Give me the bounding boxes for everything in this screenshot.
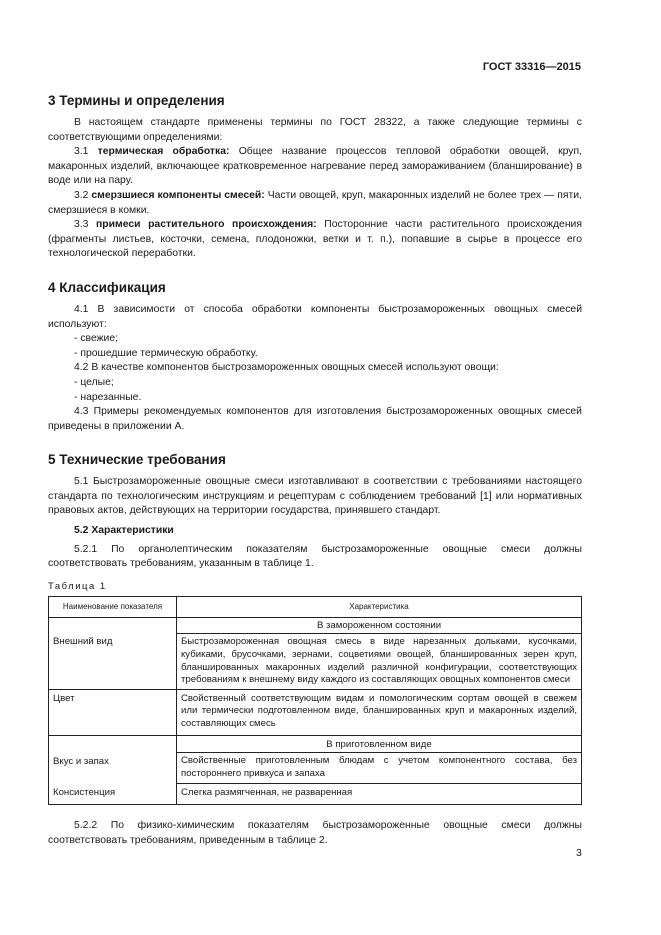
indicator-value: Свойственный соответствующим видам и помологическим сортам овощей в свежем или термически подготовленном виде, бланшированных круп и макаронных изделий, составляющих смесь	[177, 689, 582, 735]
paragraph-4-1: 4.1 В зависимости от способа обработки компоненты быстрозамороженных овощных смесей используют:	[48, 303, 582, 330]
table-group-row	[49, 735, 582, 753]
column-header: Характеристика	[177, 596, 582, 617]
section-3-title: 3 Термины и определения	[48, 93, 225, 108]
section-4-title: 4 Классификация	[48, 279, 166, 295]
list-item: - прошедшие термическую обработку.	[74, 347, 258, 359]
term-3-2	[48, 189, 582, 218]
term-number: 3.1	[74, 146, 98, 158]
indicator-value: Свойственные приготовленным блюдам с учетом компонентного состава, без постороннего привкуса и запаха	[177, 753, 582, 784]
indicator-name: Консистенция	[49, 784, 177, 805]
term-definition: Посторонние части растительного происхождения (фрагменты листьев, косточки, семена, плодоножки, ветки и т. п.), попавшие в сырье в процессе его технологической переработки.	[48, 219, 582, 260]
paragraph-4-2: 4.2 В качестве компонентов быстрозамороженных овощных смесей используют овощи:	[74, 362, 499, 374]
indicator-value: Быстрозамороженная овощная смесь в виде нарезанных дольками, кусочками, кубиками, брусочками, зернами, соцветиями овощей, бланшированных зерен круп, бланшированных макаронных изделий различной конфигурации, соответствующих требованиям к внешнему виду каждого из составляющих овощных компонентов смеси	[177, 634, 582, 689]
group-label: В замороженном состоянии	[177, 617, 582, 634]
subsection-5-2-title: 5.2 Характеристики	[74, 525, 174, 537]
term-3-1	[48, 145, 582, 189]
group-label: В приготовленном виде	[177, 735, 582, 753]
table-group-row	[49, 617, 582, 634]
indicator-name: Цвет	[49, 689, 177, 735]
term-definition: Общее название процессов тепловой обработки овощей, круп, макаронных изделий, включающее кратковременное нагревание перед замораживанием (бланширование) в воде или на пару.	[48, 146, 582, 187]
column-header: Наименование показателя	[49, 596, 177, 617]
characteristics-table	[48, 596, 582, 805]
table-row	[49, 689, 582, 735]
term-name: примеси растительного происхождения:	[96, 219, 317, 231]
term-number: 3.2	[74, 189, 92, 201]
page-content	[48, 92, 582, 848]
paragraph-5-2-1: 5.2.1 По органолептическим показателям быстрозамороженные овощные смеси должны соответствовать требованиям, указанным в таблице 1.	[48, 543, 582, 570]
page-number: 3	[576, 847, 582, 859]
term-number: 3.3	[74, 219, 97, 231]
paragraph-5-1: 5.1 Быстрозамороженные овощные смеси изготавливают в соответствии с требованиями настоящего стандарта по технологическим инструкциям и рецептурам с соблюдением требований [1] или нормативных правовых актов, действующих на территории государства, принявшего стандарт.	[48, 476, 582, 517]
table-caption: Таблица 1	[48, 580, 107, 592]
table-header-row	[49, 596, 582, 617]
list-item: - нарезанные.	[74, 391, 142, 403]
list-item: - целые;	[74, 376, 114, 388]
table-row	[49, 784, 582, 805]
indicator-name: Вкус и запах	[49, 753, 177, 784]
indicator-value: Слегка размягченная, не разваренная	[177, 784, 582, 805]
table-row	[49, 753, 582, 784]
list-item: - свежие;	[74, 333, 119, 345]
term-name: термическая обработка:	[97, 146, 230, 158]
document-number: ГОСТ 33316—2015	[482, 61, 581, 73]
table-row	[49, 634, 582, 689]
term-name: смерзшиеся компоненты смесей:	[91, 189, 265, 201]
paragraph-4-3: 4.3 Примеры рекомендуемых компонентов для изготовления быстрозамороженных овощных смесей приведены в приложении А.	[48, 406, 582, 432]
indicator-name: Внешний вид	[49, 634, 177, 689]
term-3-3	[48, 218, 582, 262]
term-definition: Части овощей, круп, макаронных изделий не более трех — пяти, смерзшиеся в комки.	[48, 189, 582, 216]
section-3-intro: В настоящем стандарте применены термины по ГОСТ 28322, а также следующие термины с соответствующими определениями:	[48, 117, 582, 143]
section-5-title: 5 Технические требования	[48, 452, 226, 468]
paragraph-5-2-2: 5.2.2 По физико-химическим показателям быстрозамороженные овощные смеси должны соответствовать требованиям, приведенным в таблице 2.	[48, 819, 582, 846]
